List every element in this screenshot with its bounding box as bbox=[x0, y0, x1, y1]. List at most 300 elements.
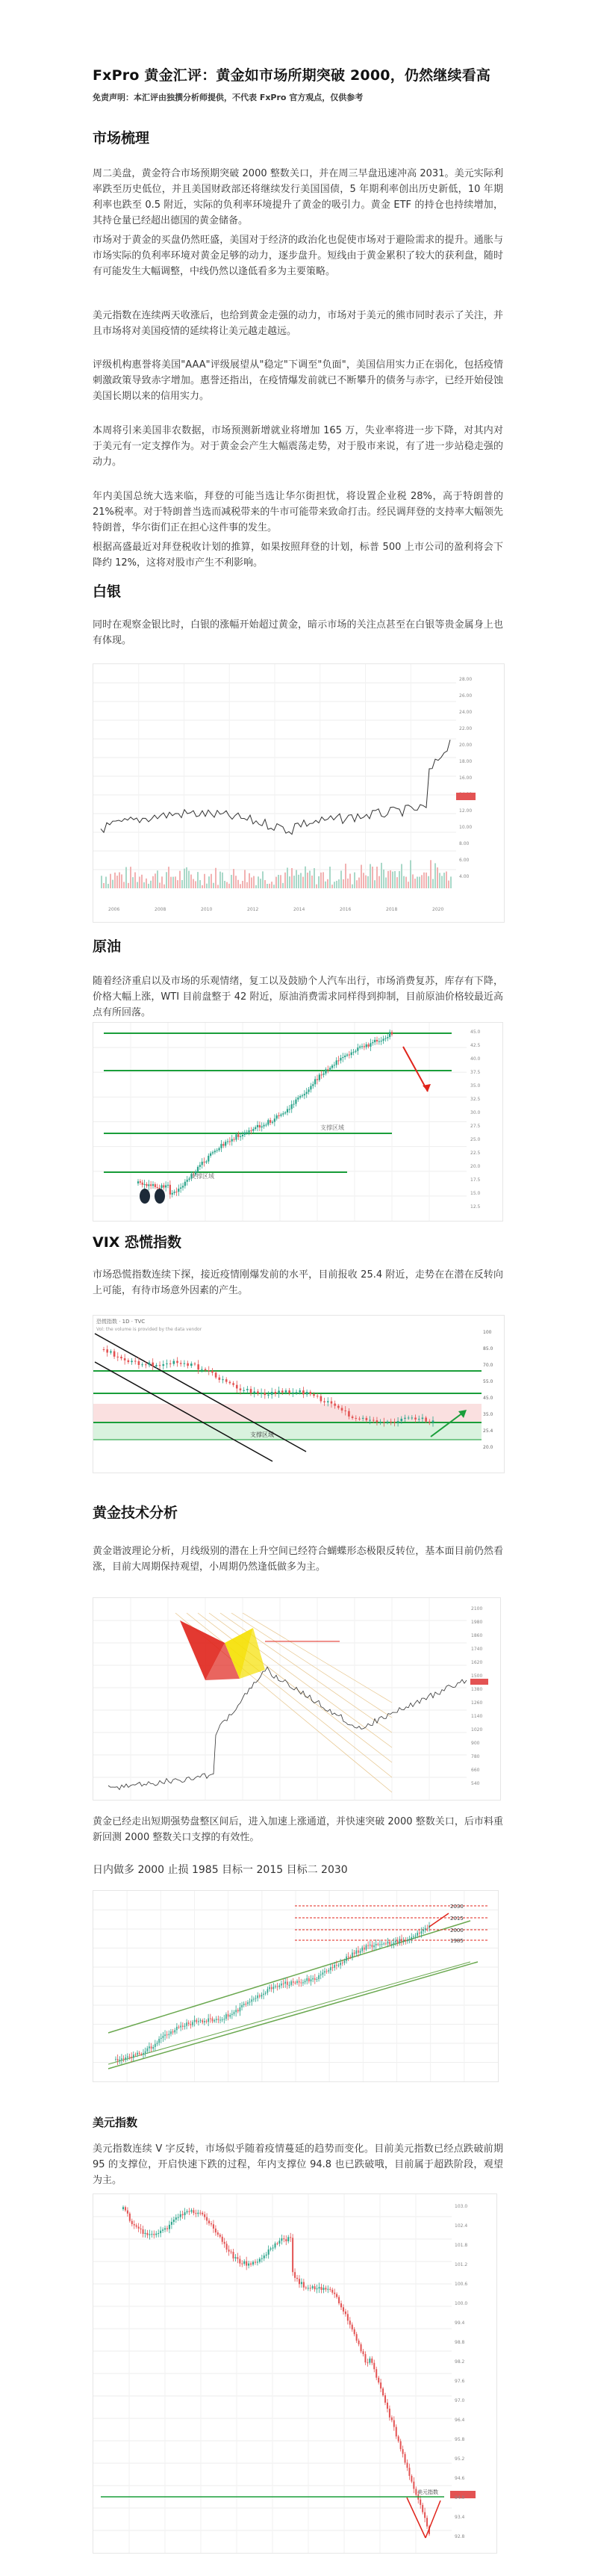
candle bbox=[354, 2329, 355, 2334]
candle bbox=[152, 2047, 154, 2049]
candle bbox=[228, 2250, 230, 2252]
candle bbox=[366, 1418, 368, 1420]
vix-price-label: 70.0 bbox=[483, 1363, 493, 1368]
candle bbox=[355, 1418, 357, 1419]
candle bbox=[398, 2436, 399, 2441]
candle bbox=[263, 1994, 264, 1995]
candle bbox=[409, 1939, 411, 1940]
silver-price-line bbox=[101, 740, 450, 834]
volume-bar bbox=[163, 885, 165, 888]
candle bbox=[151, 2234, 152, 2235]
candle bbox=[272, 1122, 273, 1123]
silver-price-label: 4.00 bbox=[459, 874, 470, 879]
candle bbox=[373, 2363, 375, 2369]
volume-bar bbox=[137, 882, 138, 888]
candle bbox=[201, 1369, 203, 1370]
volume-bar bbox=[246, 882, 248, 888]
candle bbox=[138, 2226, 140, 2228]
candle bbox=[363, 2351, 364, 2354]
volume-bar bbox=[347, 879, 349, 888]
candle bbox=[155, 2234, 157, 2235]
candle bbox=[138, 1361, 140, 1365]
candle bbox=[178, 2217, 179, 2218]
usd-price-label: 93.4 bbox=[455, 2515, 465, 2520]
usd-chart bbox=[93, 2193, 497, 2554]
candle bbox=[152, 1363, 154, 1366]
candle bbox=[217, 2232, 219, 2235]
candle bbox=[384, 1038, 386, 1039]
volume-bar bbox=[121, 874, 122, 888]
usd-chart-label: 美元指数 bbox=[417, 2489, 438, 2495]
vix-price-label: 85.0 bbox=[483, 1346, 493, 1352]
volume-bar bbox=[428, 876, 429, 888]
candle bbox=[131, 1361, 133, 1363]
candle bbox=[425, 1418, 427, 1422]
candle bbox=[405, 2454, 406, 2463]
candle bbox=[184, 1363, 186, 1364]
candle bbox=[383, 1943, 384, 1944]
candle bbox=[139, 2053, 140, 2054]
candle bbox=[408, 1418, 410, 1419]
volume-bar bbox=[365, 876, 367, 888]
candle bbox=[236, 1385, 238, 1389]
usd-price-label: 100.0 bbox=[455, 2301, 468, 2306]
volume-bar bbox=[235, 876, 237, 888]
candle bbox=[384, 2395, 386, 2403]
candle bbox=[202, 2213, 203, 2214]
candle bbox=[261, 1127, 263, 1128]
volume-bar bbox=[345, 864, 346, 888]
candle bbox=[282, 1113, 284, 1115]
candle bbox=[278, 1115, 279, 1116]
candle bbox=[137, 1181, 139, 1183]
volume-bar bbox=[293, 876, 295, 888]
candle bbox=[110, 1352, 112, 1353]
silver-price-label: 8.00 bbox=[459, 841, 470, 846]
candle bbox=[194, 1363, 196, 1364]
volume-bar bbox=[385, 877, 387, 888]
silver-year-label: 2010 bbox=[201, 907, 213, 912]
gold-monthly-price-line bbox=[108, 1667, 467, 1789]
candle bbox=[161, 1185, 162, 1188]
candle bbox=[129, 2214, 131, 2221]
candle bbox=[395, 1941, 396, 1942]
candle bbox=[218, 1148, 219, 1151]
candle bbox=[142, 1183, 143, 1185]
candle bbox=[162, 1364, 164, 1366]
volume-bar bbox=[269, 884, 270, 888]
volume-bar bbox=[159, 882, 161, 888]
silver-year-label: 2020 bbox=[432, 907, 444, 912]
candle bbox=[264, 1393, 267, 1395]
usd-price-label: 94.0 bbox=[455, 2495, 465, 2501]
silver-paragraph-1: 同时在观察金银比时，白银的涨幅开始超过黄金，暗示市场的关注点甚至在白银等贵金属身上也有体现。 bbox=[93, 619, 503, 646]
candle bbox=[387, 1037, 388, 1038]
candle bbox=[338, 1965, 340, 1966]
harmonic-price-label: 900 bbox=[471, 1741, 480, 1746]
volume-bar bbox=[244, 870, 246, 888]
candle bbox=[397, 1941, 399, 1943]
candle bbox=[361, 1046, 363, 1047]
usd-price-label: 101.2 bbox=[455, 2262, 468, 2267]
volume-bar bbox=[318, 876, 320, 888]
candle bbox=[150, 1184, 152, 1186]
volume-bar bbox=[262, 871, 264, 888]
candle bbox=[366, 1945, 367, 1950]
volume-bar bbox=[376, 867, 378, 888]
section-heading-market: 市场梳理 bbox=[93, 130, 150, 146]
candle bbox=[211, 1371, 214, 1372]
gold-harmonic-chart bbox=[93, 1597, 501, 1801]
candle bbox=[190, 1363, 193, 1366]
candle bbox=[343, 2307, 344, 2312]
candle bbox=[255, 1998, 257, 1999]
candle bbox=[347, 2314, 349, 2320]
section-heading-silver: 白银 bbox=[93, 583, 122, 600]
harmonic-price-tag bbox=[470, 1679, 488, 1685]
volume-bar bbox=[414, 879, 416, 888]
candle bbox=[184, 2026, 186, 2027]
candle bbox=[327, 2289, 328, 2290]
candle bbox=[206, 2021, 208, 2022]
candle bbox=[302, 1982, 304, 1983]
candle bbox=[361, 1948, 363, 1951]
candle bbox=[214, 2020, 215, 2022]
candle bbox=[152, 1184, 154, 1186]
section-heading-usd: 美元指数 bbox=[93, 2116, 138, 2129]
candle bbox=[164, 2034, 166, 2036]
candle bbox=[427, 1928, 429, 1929]
candle bbox=[346, 1957, 347, 1961]
candle bbox=[328, 1970, 329, 1972]
volume-bar bbox=[202, 885, 203, 888]
silver-price-label: 10.00 bbox=[459, 825, 473, 830]
candle bbox=[173, 1361, 175, 1364]
gold-label-2000: 2000 bbox=[450, 1928, 464, 1933]
candle bbox=[175, 2217, 177, 2220]
candle bbox=[134, 1361, 137, 1362]
candle bbox=[192, 2022, 193, 2025]
candle bbox=[281, 2238, 282, 2241]
candle bbox=[317, 1079, 318, 1080]
candle bbox=[180, 2025, 181, 2027]
vix-price-label: 55.0 bbox=[483, 1379, 493, 1384]
volume-bar bbox=[450, 876, 452, 888]
candle bbox=[272, 2247, 274, 2248]
candle bbox=[148, 1184, 149, 1186]
volume-bar bbox=[157, 870, 158, 888]
candle bbox=[288, 1390, 290, 1393]
candle bbox=[197, 1167, 199, 1171]
candle bbox=[140, 1181, 141, 1183]
candle bbox=[308, 1089, 309, 1092]
volume-bar bbox=[298, 875, 299, 888]
volume-bar bbox=[264, 880, 266, 888]
candle bbox=[318, 1975, 320, 1979]
candle bbox=[246, 1389, 249, 1390]
candle bbox=[349, 1055, 350, 1056]
volume-bar bbox=[394, 871, 396, 888]
gold-intraday-chart bbox=[93, 1890, 499, 2082]
candle bbox=[405, 1940, 407, 1941]
volume-bar bbox=[432, 879, 434, 888]
candle bbox=[252, 2262, 254, 2265]
harmonic-price-label: 1260 bbox=[471, 1700, 483, 1706]
candle bbox=[306, 1978, 308, 1981]
candle bbox=[303, 2282, 305, 2288]
volume-bar bbox=[356, 880, 358, 888]
section-heading-gold-ta: 黄金技术分析 bbox=[93, 1505, 178, 1521]
candle bbox=[170, 2031, 172, 2034]
candle bbox=[391, 1944, 393, 1945]
volume-bar bbox=[448, 881, 449, 888]
candle bbox=[193, 2210, 194, 2213]
candle bbox=[325, 1069, 326, 1074]
volume-bar bbox=[219, 872, 221, 888]
candle bbox=[240, 1136, 241, 1137]
candle bbox=[146, 2049, 148, 2052]
volume-bar bbox=[361, 865, 362, 888]
candle bbox=[271, 1392, 273, 1395]
vix-chart-notice: Vol: the volume is provided by the data vendor bbox=[96, 1327, 202, 1332]
volume-bar bbox=[114, 873, 116, 888]
candle bbox=[423, 1930, 424, 1931]
candle bbox=[190, 2210, 192, 2211]
harmonic-chart-grid bbox=[93, 1598, 467, 1800]
volume-bar bbox=[116, 876, 118, 888]
volume-bar bbox=[213, 883, 214, 888]
candle bbox=[408, 2468, 410, 2476]
candle bbox=[393, 2420, 395, 2427]
candle bbox=[226, 2244, 228, 2250]
candle bbox=[248, 2264, 249, 2266]
volume-bar bbox=[275, 877, 277, 888]
harmonic-price-label: 660 bbox=[471, 1768, 480, 1773]
candle bbox=[381, 1944, 383, 1945]
candle bbox=[186, 2022, 187, 2026]
candle bbox=[180, 2214, 181, 2217]
usd-price-label: 98.2 bbox=[455, 2359, 465, 2365]
volume-bar bbox=[211, 874, 212, 888]
silver-price-tag bbox=[456, 793, 476, 800]
candle bbox=[173, 1192, 175, 1193]
candle bbox=[372, 1945, 373, 1947]
silver-chart bbox=[93, 663, 505, 923]
oil-price-label: 30.0 bbox=[470, 1110, 481, 1115]
volume-bar bbox=[112, 880, 113, 888]
candle bbox=[287, 2237, 289, 2241]
harmonic-price-label: 1140 bbox=[471, 1714, 483, 1719]
candle bbox=[329, 1068, 331, 1069]
volume-bar bbox=[103, 883, 105, 888]
candle bbox=[225, 1142, 226, 1145]
candle bbox=[373, 1420, 375, 1421]
candle bbox=[145, 2052, 146, 2053]
candle bbox=[228, 2014, 229, 2016]
usd-price-label: 97.6 bbox=[455, 2379, 465, 2384]
volume-bar bbox=[110, 874, 111, 888]
market-paragraph-5: 本周将引来美国非农数据，市场预测新增就业将增加 165 万，失业率将进一步下降，对其内对于美元有一定支撑作为。对于黄金会产生大幅震荡走势，对于股市来说，有了进一步站稳走强的动力。 bbox=[93, 425, 503, 468]
candle bbox=[225, 1379, 228, 1381]
candle bbox=[422, 1418, 424, 1419]
candle bbox=[289, 1985, 290, 1986]
gold-label-2030: 2030 bbox=[450, 1904, 464, 1910]
candle bbox=[247, 2002, 249, 2004]
oil-price-label: 17.5 bbox=[470, 1177, 481, 1183]
usd-price-axis bbox=[455, 2204, 467, 2539]
gold-label-2015: 2015 bbox=[450, 1916, 464, 1922]
candle bbox=[117, 2059, 119, 2061]
volume-bar bbox=[184, 869, 185, 888]
candle bbox=[352, 1052, 354, 1053]
candle bbox=[222, 2237, 223, 2242]
silver-chart-grid bbox=[93, 664, 456, 888]
candle bbox=[413, 2482, 414, 2489]
volume-bar bbox=[155, 873, 156, 888]
market-paragraph-6: 年内美国总统大选来临，拜登的可能当选让华尔街担忧，将设置企业税 28%，高于特朗普的 21%税率。对于特朗普当选而减税带来的牛市可能带来致命打击。经民调拜登的支持率大幅领先特朗普，华尔街们正在担心这件事的发生。 bbox=[93, 491, 503, 533]
candle bbox=[354, 1953, 355, 1954]
volume-bar bbox=[423, 873, 425, 888]
volume-bar bbox=[401, 864, 402, 888]
candle bbox=[285, 1390, 287, 1392]
candle bbox=[293, 1104, 294, 1105]
candle bbox=[257, 1391, 259, 1393]
volume-bar bbox=[316, 885, 317, 888]
oil-price-label: 20.0 bbox=[470, 1164, 481, 1169]
candle bbox=[374, 1040, 376, 1042]
volume-bar bbox=[383, 870, 384, 888]
candle bbox=[215, 1372, 217, 1377]
candle bbox=[188, 2211, 190, 2212]
candle bbox=[199, 1165, 201, 1167]
candle bbox=[356, 2334, 358, 2341]
volume-bar bbox=[251, 878, 252, 888]
candle bbox=[346, 1055, 348, 1056]
volume-bar bbox=[367, 876, 369, 888]
usd-price-label: 101.8 bbox=[455, 2243, 468, 2248]
candle bbox=[385, 1943, 387, 1944]
gold-up-arrow bbox=[429, 1913, 449, 1927]
silver-time-axis bbox=[108, 907, 443, 912]
candle bbox=[182, 2214, 184, 2215]
gold-trade-plan: 日内做多 2000 止损 1985 目标一 2015 目标二 2030 bbox=[93, 1864, 348, 1876]
candle bbox=[251, 1999, 252, 2001]
volume-bar bbox=[327, 879, 328, 888]
candle bbox=[163, 1185, 164, 1187]
candle bbox=[352, 1417, 354, 1418]
candle bbox=[264, 2255, 265, 2258]
candle bbox=[234, 2257, 236, 2258]
usd-price-label: 99.4 bbox=[455, 2320, 465, 2326]
volume-bar bbox=[101, 876, 102, 888]
candle bbox=[250, 1130, 252, 1131]
candle bbox=[122, 2207, 124, 2209]
candle bbox=[269, 1120, 271, 1123]
candle bbox=[144, 2233, 146, 2234]
candle bbox=[204, 2021, 205, 2022]
candle bbox=[276, 1115, 278, 1118]
candle bbox=[176, 1361, 178, 1363]
candle bbox=[169, 2225, 170, 2229]
candle bbox=[127, 2057, 128, 2058]
candle bbox=[145, 1364, 147, 1365]
harmonic-price-label: 1620 bbox=[471, 1660, 483, 1665]
candle bbox=[222, 1379, 224, 1380]
volume-bar bbox=[197, 872, 199, 888]
volume-bar bbox=[222, 873, 223, 888]
candle bbox=[232, 1383, 234, 1384]
candle bbox=[267, 1395, 269, 1396]
candle bbox=[336, 1965, 337, 1966]
candle bbox=[349, 2320, 351, 2324]
candle bbox=[284, 1981, 286, 1984]
volume-bar bbox=[139, 876, 140, 888]
candle bbox=[187, 1363, 189, 1366]
candle bbox=[190, 2024, 192, 2025]
volume-bar bbox=[228, 884, 230, 888]
harmonic-price-label: 780 bbox=[471, 1754, 480, 1759]
candle bbox=[301, 1983, 302, 1984]
candle bbox=[371, 2359, 373, 2363]
candle bbox=[169, 1363, 172, 1364]
candle bbox=[172, 2031, 174, 2032]
candle bbox=[278, 1390, 280, 1393]
candle bbox=[312, 2286, 314, 2288]
silver-year-label: 2014 bbox=[293, 907, 305, 912]
vix-price-label: 20.0 bbox=[483, 1445, 493, 1450]
volume-bar bbox=[439, 873, 440, 888]
candle bbox=[196, 2020, 198, 2022]
oil-chart-label-1: 支撑区域 bbox=[320, 1124, 344, 1131]
volume-bar bbox=[186, 867, 187, 888]
candle bbox=[364, 1046, 365, 1047]
volume-bar bbox=[349, 873, 351, 888]
volume-bar bbox=[273, 885, 275, 888]
candle bbox=[222, 1144, 224, 1145]
candle bbox=[301, 2282, 302, 2285]
candle bbox=[313, 1394, 315, 1396]
volume-bar bbox=[141, 875, 143, 888]
silver-volume-bars bbox=[101, 860, 452, 888]
volume-bar bbox=[410, 860, 411, 888]
candle bbox=[411, 1417, 414, 1418]
oil-chart-grid bbox=[93, 1023, 467, 1221]
candle bbox=[342, 1057, 343, 1058]
candle bbox=[314, 1978, 316, 1980]
candle bbox=[143, 2053, 144, 2055]
candle bbox=[195, 2213, 196, 2214]
volume-bar bbox=[199, 880, 201, 888]
candle bbox=[364, 1948, 365, 1950]
candle bbox=[369, 1420, 371, 1421]
candle bbox=[323, 1972, 324, 1975]
oil-price-label: 42.5 bbox=[470, 1043, 481, 1048]
candle bbox=[361, 2344, 362, 2352]
candle bbox=[187, 2211, 188, 2213]
volume-bar bbox=[193, 879, 194, 888]
market-paragraph-7: 根据高盛最近对拜登税收计划的推算，如果按照拜登的计划，标普 500 上市公司的盈利将会下降约 12%，这将对股市产生不利影响。 bbox=[93, 542, 503, 569]
volume-bar bbox=[208, 876, 210, 888]
volume-bar bbox=[396, 877, 398, 888]
candle bbox=[376, 1420, 378, 1422]
oil-price-label: 25.0 bbox=[470, 1137, 481, 1142]
candle bbox=[243, 2261, 245, 2264]
oil-price-label: 40.0 bbox=[470, 1056, 481, 1062]
silver-price-label: 26.00 bbox=[459, 693, 473, 699]
candle bbox=[206, 2217, 208, 2221]
volume-bar bbox=[437, 867, 438, 888]
candle bbox=[211, 2223, 212, 2224]
